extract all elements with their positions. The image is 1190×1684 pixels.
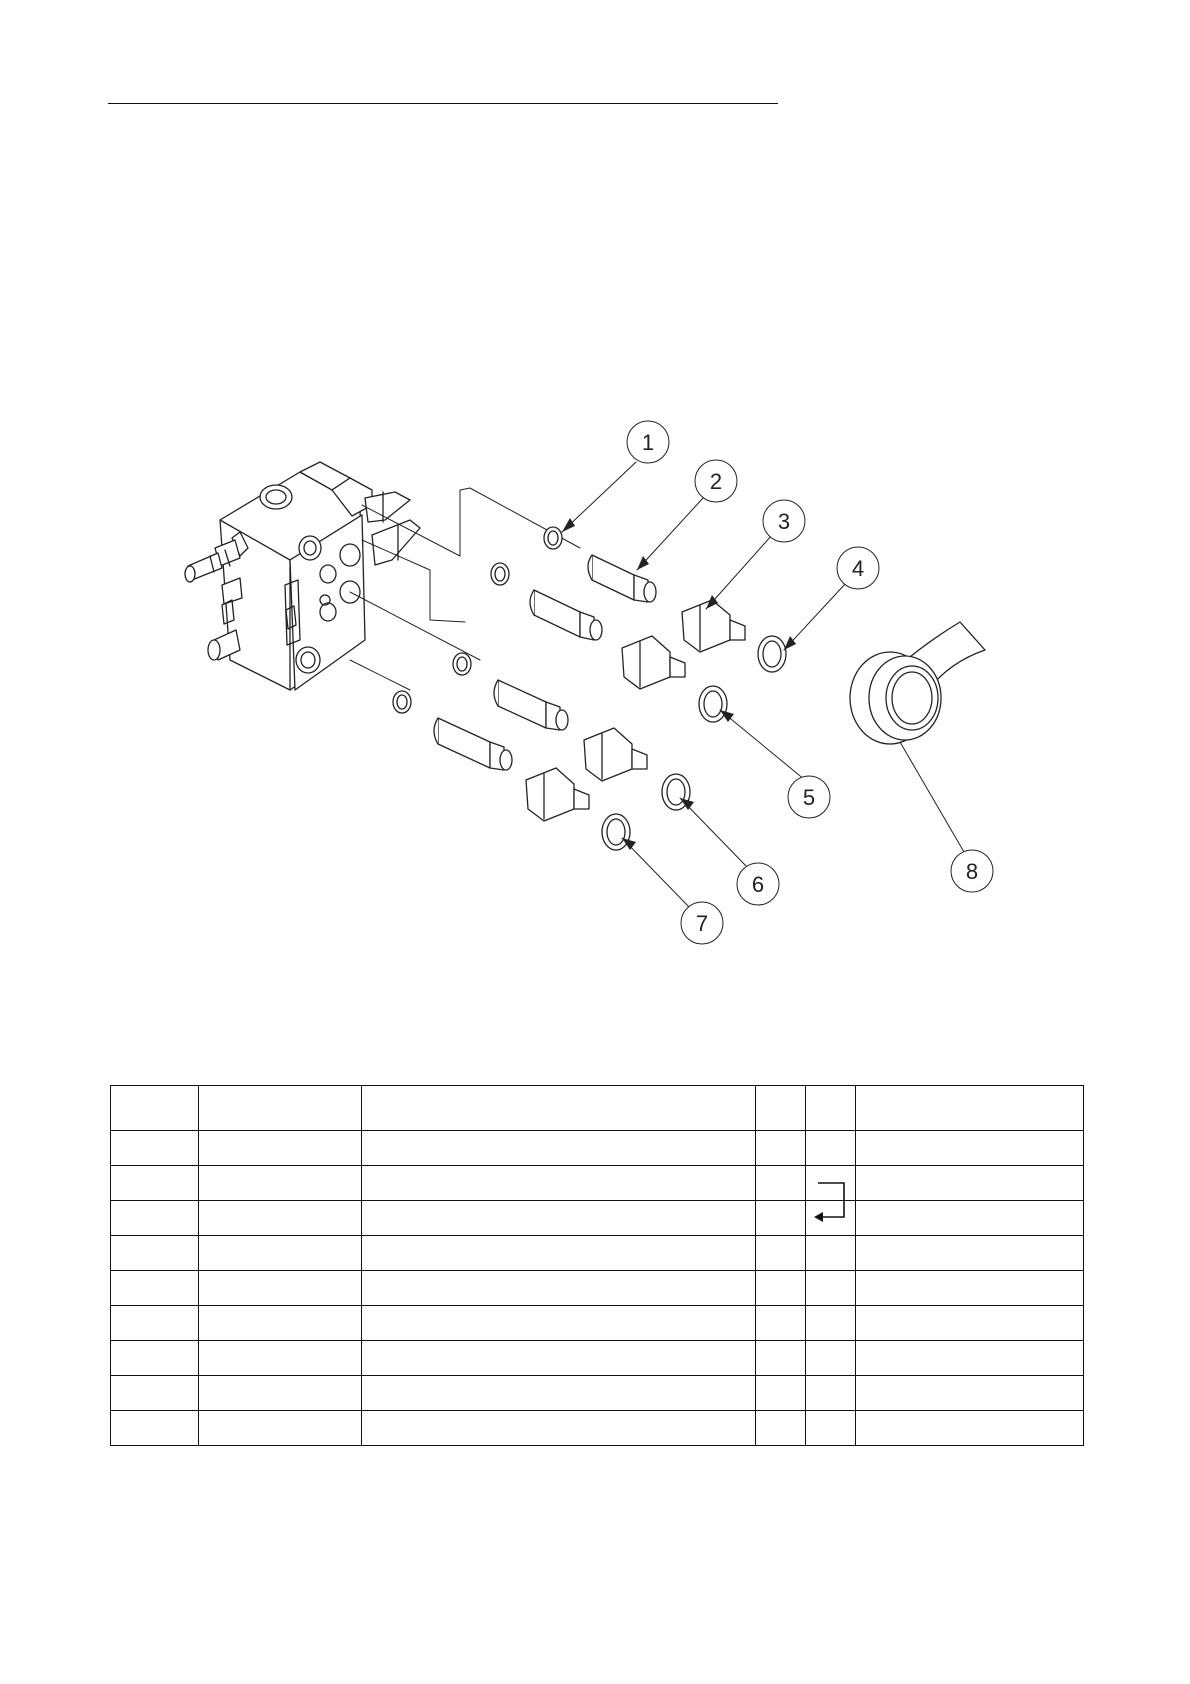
callout-label-7: 7: [695, 911, 709, 936]
header-cell: [199, 1086, 362, 1131]
valve-block: [185, 462, 420, 690]
sealing-tape-roll: [850, 622, 985, 744]
table-row: [111, 1201, 1084, 1236]
return-arrow-cell: [806, 1166, 856, 1201]
callout-label-6: 6: [751, 872, 765, 897]
header-cell: [806, 1086, 856, 1131]
callout-label-1: 1: [641, 430, 655, 455]
table-row: [111, 1131, 1084, 1166]
header-cell: [756, 1086, 806, 1131]
return-arrow-icon: [806, 1166, 855, 1234]
header-cell: [111, 1086, 199, 1131]
callout-label-2: 2: [709, 469, 723, 494]
callout-label-3: 3: [777, 509, 791, 534]
table-row: [111, 1411, 1084, 1446]
table-row: [111, 1341, 1084, 1376]
table-row: [111, 1166, 1084, 1201]
callout-label-8: 8: [965, 859, 979, 884]
table-row: [111, 1271, 1084, 1306]
callout-label-5: 5: [802, 785, 816, 810]
header-cell: [362, 1086, 756, 1131]
header-cell: [856, 1086, 1084, 1131]
callout-label-4: 4: [851, 556, 865, 581]
table-header-row: [111, 1086, 1084, 1131]
table-row: [111, 1376, 1084, 1411]
table-row: [111, 1306, 1084, 1341]
table-row: [111, 1236, 1084, 1271]
parts-list-table: [110, 1085, 1084, 1446]
